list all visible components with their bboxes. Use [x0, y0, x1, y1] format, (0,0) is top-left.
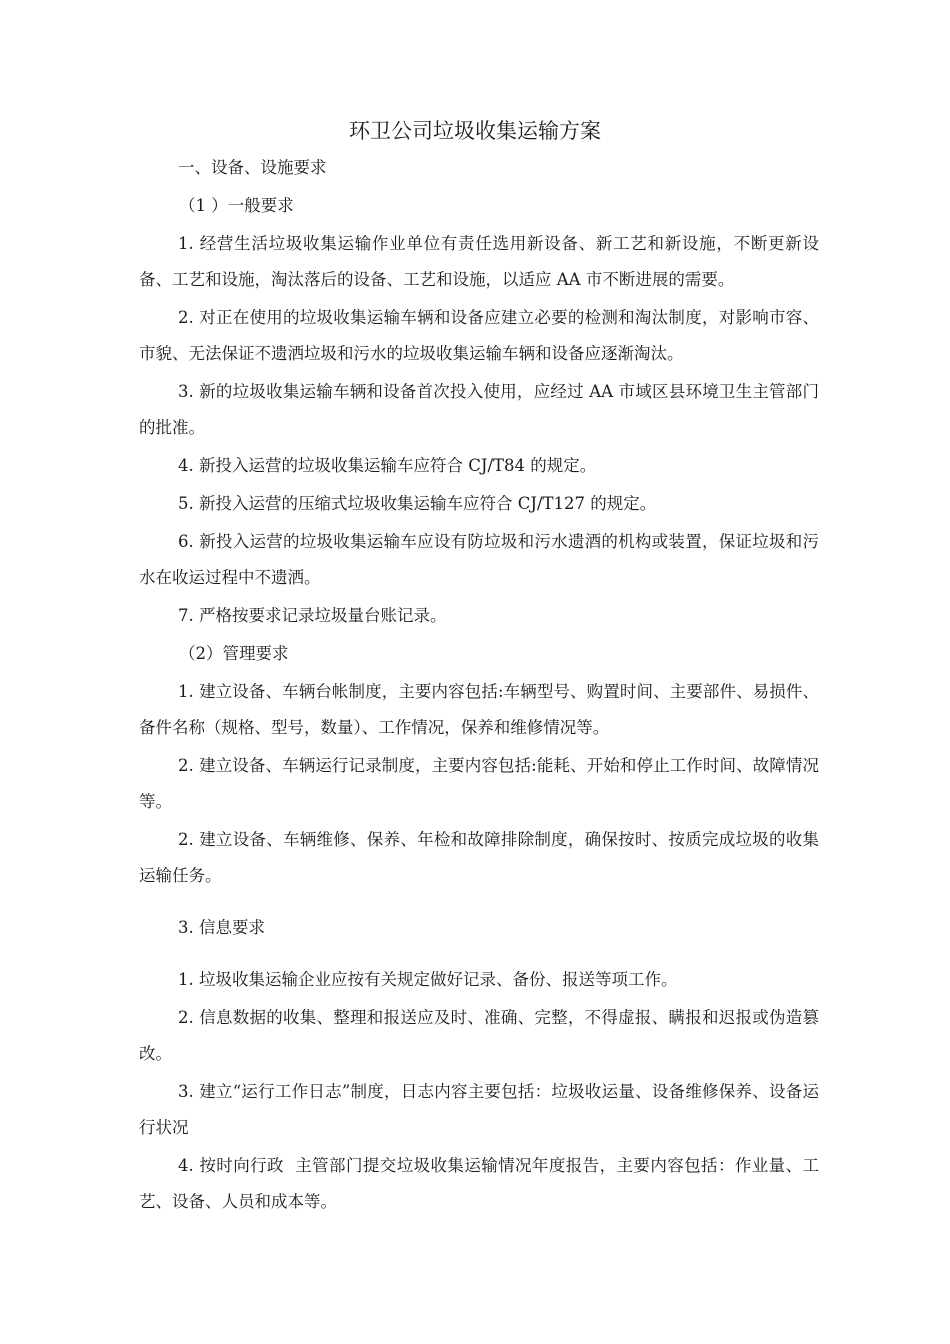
document-title: 环卫公司垃圾收集运输方案	[349, 119, 601, 143]
subsection-heading: 3. 信息要求	[178, 918, 265, 937]
paragraph: 3. 建立“运行工作日志”制度，日志内容主要包括：垃圾收运量、设备维修保养、设备运行状况	[139, 1082, 819, 1137]
paragraph: 4. 按时向行政 主管部门提交垃圾收集运输情况年度报告，主要内容包括：作业量、工艺、设备、人员和成本等。	[139, 1156, 819, 1211]
paragraph: 2. 建立设备、车辆运行记录制度，主要内容包括:能耗、开始和停止工作时间、故障情况等。	[139, 756, 819, 811]
paragraph: 5. 新投入运营的压缩式垃圾收集运输车应符合 CJ/T127 的规定。	[178, 494, 657, 513]
document-body	[139, 150, 819, 1220]
paragraph: 3. 新的垃圾收集运输车辆和设备首次投入使用，应经过 AA 市域区县环境卫生主管部门的批准。	[139, 382, 819, 437]
subsection-heading: （1 ）一般要求	[179, 196, 294, 215]
paragraph: 6. 新投入运营的垃圾收集运输车应设有防垃圾和污水遗酒的机构或装置，保证垃圾和污水在收运过程中不遗洒。	[139, 532, 819, 587]
paragraph: 2. 建立设备、车辆维修、保养、年检和故障排除制度，确保按时、按质完成垃圾的收集运输任务。	[139, 830, 819, 885]
paragraph: 2. 对正在使用的垃圾收集运输车辆和设备应建立必要的检测和淘汰制度，对影响市容、市貌、无法保证不遗洒垃圾和污水的垃圾收集运输车辆和设备应逐渐淘汰。	[139, 308, 819, 363]
paragraph: 1. 经营生活垃圾收集运输作业单位有责任选用新设备、新工艺和新设施，不断更新设备、工艺和设施，淘汰落后的设备、工艺和设施，以适应 AA 市不断进展的需要。	[139, 234, 819, 289]
subsection-heading: （2）管理要求	[179, 644, 289, 663]
paragraph: 1. 建立设备、车辆台帐制度，主要内容包括:车辆型号、购置时间、主要部件、易损件、备件名称（规格、型号，数量）、工作情况，保养和维修情况等。	[139, 682, 819, 737]
paragraph: 2. 信息数据的收集、整理和报送应及时、准确、完整，不得虚报、瞒报和迟报或伪造篡改。	[139, 1008, 819, 1063]
paragraph: 4. 新投入运营的垃圾收集运输车应符合 CJ/T84 的规定。	[178, 456, 597, 475]
section-heading: 一、设备、设施要求	[178, 158, 327, 177]
paragraph: 7. 严格按要求记录垃圾量台账记录。	[178, 606, 447, 625]
paragraph: 1. 垃圾收集运输企业应按有关规定做好记录、备份、报送等项工作。	[178, 970, 678, 989]
